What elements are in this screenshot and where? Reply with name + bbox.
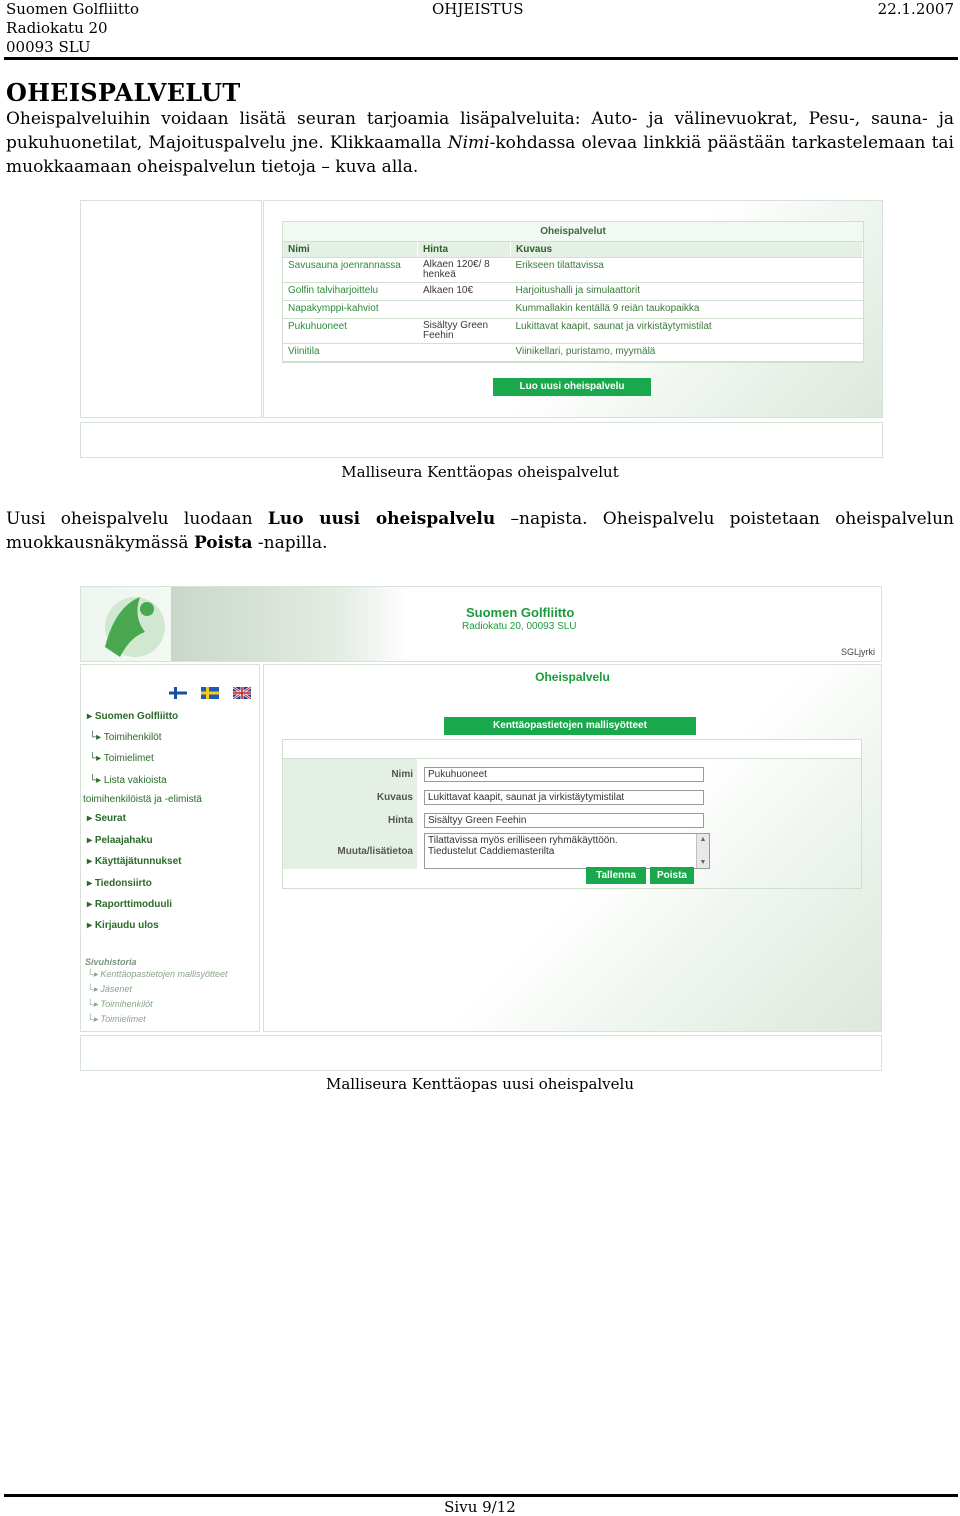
nimi-label: Nimi [391,769,413,780]
sidebar-item-toimielimet[interactable] [89,753,154,764]
sidebar-item-pelaajahaku[interactable]: ▸ Pelaajahaku [87,835,153,846]
scroll-down-icon[interactable]: ▼ [699,859,707,866]
main-content-panel [263,200,883,418]
footer-strip-panel-2 [80,1035,882,1071]
row-price: Sisältyy Green Feehin [418,319,511,344]
history-title: Sivuhistoria [85,957,137,967]
row-name-link[interactable]: Golfin talviharjoittelu [283,283,418,301]
row-name-link[interactable]: Napakymppi-kahviot [283,301,418,319]
page-number: Sivu 9/12 [444,1498,516,1516]
sidebar-menu [81,665,259,945]
row-description: Lukittavat kaapit, saunat ja virkistäytymistilat [511,319,863,344]
page-history [81,955,259,1025]
kenttaopas-banner-button[interactable]: Kenttäopastietojen mallisyötteet [444,717,696,735]
sidebar-item-label: Toimihenkilöt [103,732,162,743]
col-header-kuvaus[interactable]: Kuvaus [511,242,863,258]
page-header [6,0,954,58]
left-nav-panel [80,664,260,1032]
sidebar-item-label: toimihenkilöistä ja -elimistä [83,794,202,805]
table-header-row [283,242,863,258]
history-item[interactable]: └▸ Kenttäopastietojen mallisyötteet [87,969,228,979]
header-date: 22.1.2007 [877,0,954,18]
delete-button[interactable]: Poista [650,867,694,884]
muuta-line-1: Tilattavissa myös erilliseen ryhmäkäyttöön. [428,835,618,846]
row-price: Alkaen 120€/ 8 henkeä [418,258,511,283]
sidebar-item-label: Pelaajahaku [94,835,153,846]
golf-logo-icon [85,587,175,661]
row-description: Erikseen tilattavissa [511,258,863,283]
sidebar-item-suomen-golfliitto[interactable]: ▸ Suomen Golfliitto [87,711,179,722]
save-button[interactable]: Tallenna [586,867,646,884]
history-item-label: Kenttäopastietojen mallisyötteet [100,969,228,979]
create-oheispalvelu-button[interactable]: Luo uusi oheispalvelu [493,378,651,396]
row-price: Alkaen 10€ [418,283,511,301]
para2-text-b: –napista. Oheispalvelu poistetaan oheispalvelun muokkausnäkymässä [6,509,955,553]
oheispalvelut-table-wrap [282,221,864,363]
muuta-textarea[interactable] [424,833,710,869]
sidebar-item-kayttajatunnukset[interactable]: ▸ Käyttäjätunnukset [87,856,182,867]
sub-arrow-icon: └▸ [89,775,102,786]
sidebar-item-label: Suomen Golfliitto [94,711,179,722]
sidebar-item-tiedonsiirto[interactable]: ▸ Tiedonsiirto [87,878,152,889]
history-item-label: Jäsenet [100,984,132,994]
oheispalvelut-table-title: Oheispalvelut [283,222,863,242]
banner-username: SGLjyrki [840,647,875,657]
banner-org-address: Radiokatu 20, 00093 SLU [462,621,577,632]
row-name-link[interactable]: Savusauna joenrannassa [283,258,418,283]
col-header-hinta[interactable]: Hinta [418,242,511,258]
banner-org-name: Suomen Golfliitto [466,605,575,620]
table-row [283,301,863,319]
kuvaus-label: Kuvaus [376,792,413,803]
app-top-banner [80,586,882,662]
sidebar-item-label: Raporttimoduuli [94,899,173,910]
muuta-label: Muuta/lisätietoa [337,846,413,857]
edit-content-panel [263,664,882,1032]
screenshot-oheispalvelut-list [80,200,882,458]
table-row [283,344,863,362]
sidebar-item-lista-continued[interactable] [83,794,202,805]
table-row [283,319,863,344]
history-item-label: Toimihenkilöt [100,999,153,1009]
kuvaus-input[interactable]: Lukittavat kaapit, saunat ja virkistäytymistilat [424,790,704,805]
footer-rule [4,1494,958,1497]
intro-text-emphasis: Nimi [447,133,490,153]
intro-text-a: Oheispalveluihin voidaan lisätä seuran tarjoamia lisäpalveluita: Auto- ja välinevuokrat, Pesu-, sauna- ja pukuhuonetilat, Majoituspalvelu jne. Klikkaamalla [6,109,954,153]
figure-caption-2: Malliseura Kenttäopas uusi oheispalvelu [326,1075,634,1093]
row-description: Kummallakin kentällä 9 reiän taukopaikka [511,301,863,319]
scroll-up-icon[interactable]: ▲ [699,836,707,843]
row-price [418,301,511,319]
muuta-line-2: Tiedustelut Caddiemasterilta [428,846,555,857]
row-name-link[interactable]: Viinitila [283,344,418,362]
left-sidebar-panel [80,200,262,418]
row-price [418,344,511,362]
figure-caption-1: Malliseura Kenttäopas oheispalvelut [341,463,619,481]
para2-text-c: -napilla. [252,533,328,553]
sidebar-item-raporttimoduuli[interactable]: ▸ Raporttimoduuli [87,899,173,910]
sub-arrow-icon: └▸ [89,753,102,764]
banner-tree-strip [171,587,411,661]
footer-strip-panel [80,422,883,458]
edit-page-title: Oheispalvelu [535,670,610,684]
para2-strong-delete: Poista [193,533,253,553]
sidebar-item-label: Lista vakioista [103,775,167,786]
section-title: OHEISPALVELUT [6,78,241,107]
para2-text-a: Uusi oheispalvelu luodaan [6,509,268,529]
edit-form [282,739,862,889]
sidebar-item-seurat[interactable]: ▸ Seurat [87,813,126,824]
header-org-street: Radiokatu 20 [6,19,108,37]
header-org [6,0,139,57]
row-name-link[interactable]: Pukuhuoneet [283,319,418,344]
sidebar-item-label: Toimielimet [103,753,154,764]
history-item[interactable]: └▸ Toimielimet [87,1014,146,1024]
hinta-label: Hinta [388,815,413,826]
col-header-nimi[interactable]: Nimi [283,242,418,258]
intro-text-b: -kohdassa olevaa linkkiä päästään tarkastelemaan tai muokkaamaan oheispalvelun tietoja – kuva alla. [6,133,954,177]
sidebar-item-label: Tiedonsiirto [94,878,152,889]
sidebar-item-label: Kirjaudu ulos [94,920,159,931]
nimi-input[interactable]: Pukuhuoneet [424,767,704,782]
table-row [283,258,863,283]
para2-strong-create: Luo uusi oheispalvelu [267,509,496,529]
textarea-scrollbar[interactable] [696,834,709,868]
sidebar-item-toimihenkilot[interactable] [89,732,162,743]
sidebar-item-lista-vakioista[interactable] [89,775,167,786]
header-rule [4,57,958,60]
sidebar-item-kirjaudu-ulos[interactable]: ▸ Kirjaudu ulos [87,920,159,931]
header-doc-type: OHJEISTUS [432,0,524,18]
intro-paragraph [6,107,954,179]
history-item-label: Toimielimet [100,1014,146,1024]
create-delete-paragraph [6,507,954,555]
oheispalvelut-table [283,242,863,362]
sub-arrow-icon: └▸ [89,732,102,743]
sidebar-item-label: Seurat [94,813,126,824]
form-top-blank [283,740,861,759]
header-org-postcode: 00093 SLU [6,38,91,56]
row-description: Viinikellari, puristamo, myymälä [511,344,863,362]
hinta-input[interactable]: Sisältyy Green Feehin [424,813,704,828]
table-row [283,283,863,301]
history-item[interactable]: └▸ Toimihenkilöt [87,999,153,1009]
screenshot-oheispalvelu-edit [80,586,882,1072]
header-org-name: Suomen Golfliitto [6,0,139,18]
row-description: Harjoitushalli ja simulaattorit [511,283,863,301]
history-item[interactable]: └▸ Jäsenet [87,984,132,994]
sidebar-item-label: Käyttäjätunnukset [94,856,182,867]
